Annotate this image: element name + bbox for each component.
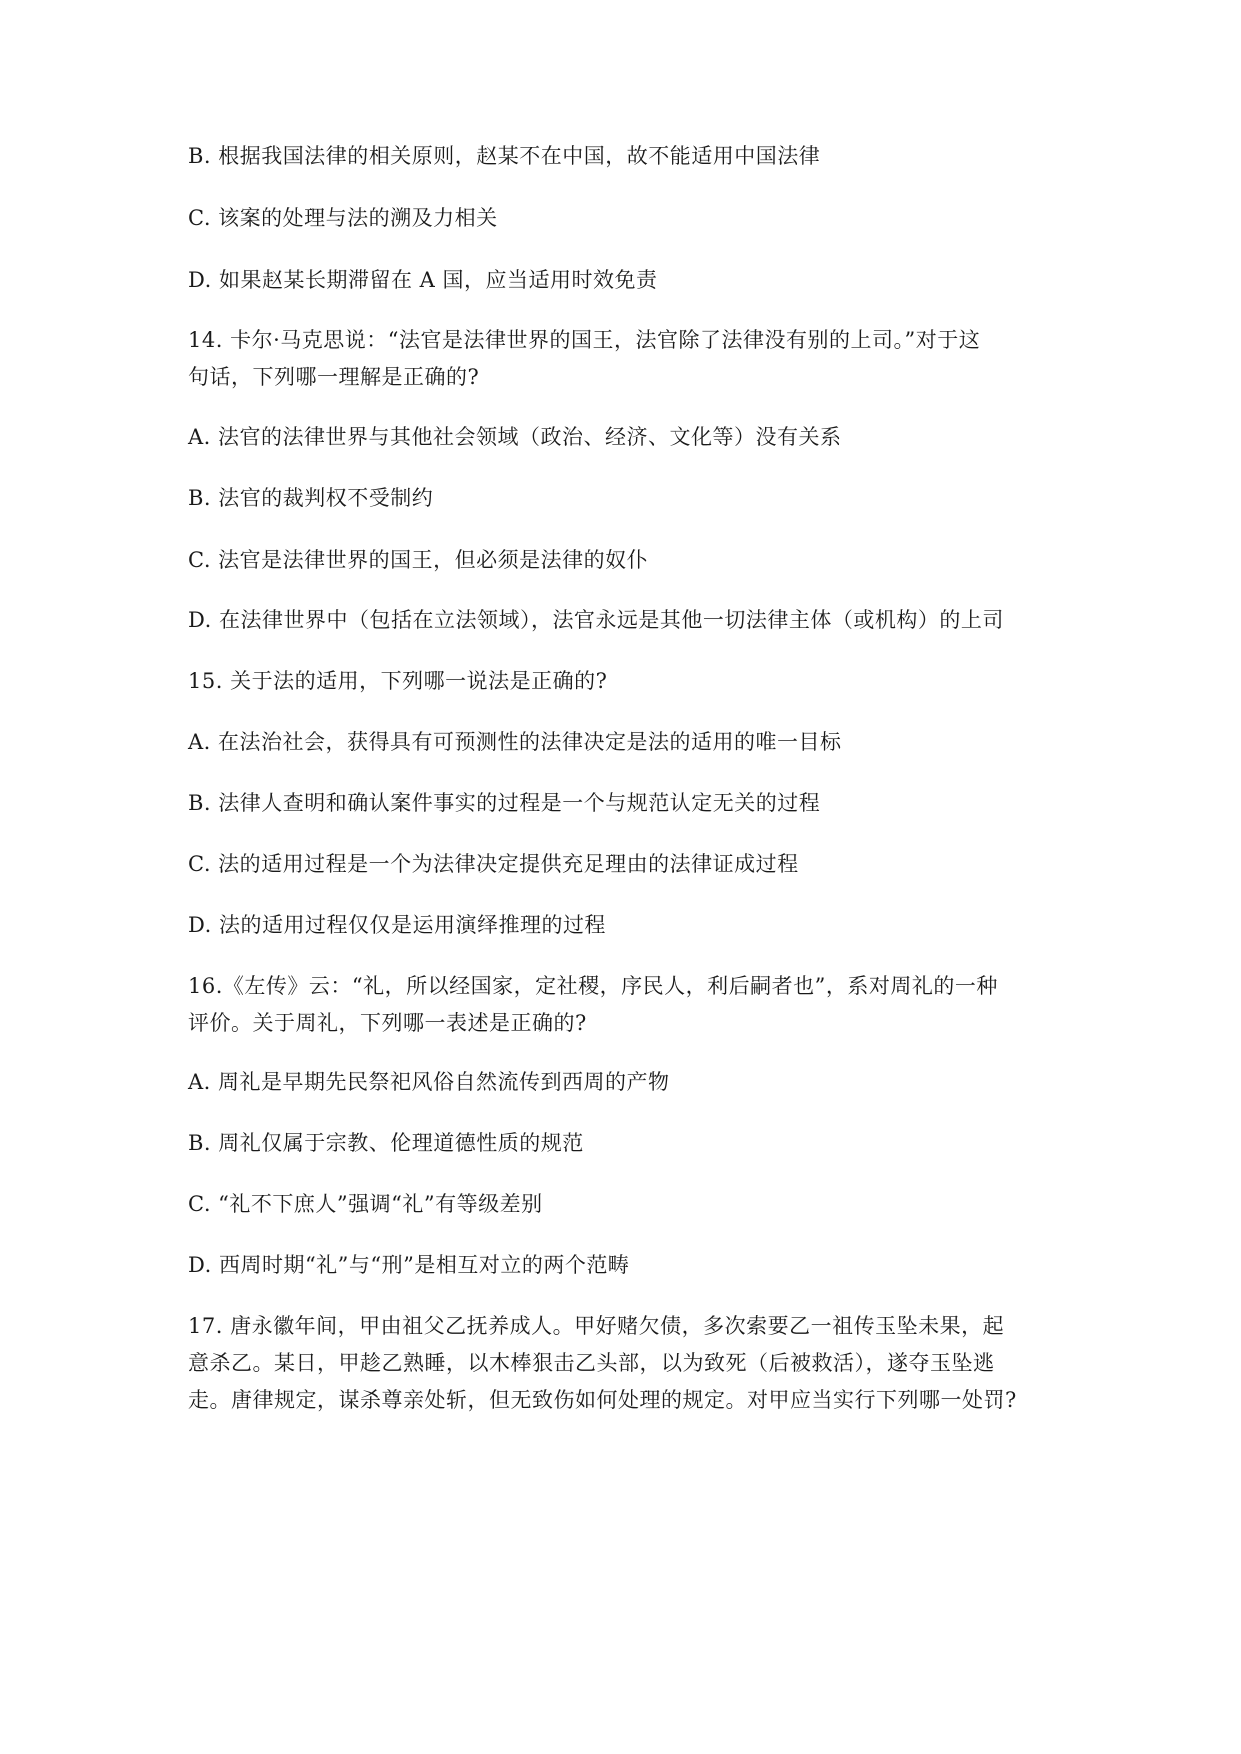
text-line: C. 法的适用过程是一个为法律决定提供充足理由的法律证成过程: [188, 852, 799, 876]
text-line: A. 周礼是早期先民祭祀风俗自然流传到西周的产物: [188, 1070, 670, 1094]
question-17-line-1: 17. 唐永徽年间，甲由祖父乙抚养成人。甲好赌欠债，多次索要乙一祖传玉坠未果，起: [188, 1314, 1005, 1338]
question-14-line-2: 句话，下列哪一理解是正确的?: [188, 365, 480, 389]
text-line: B. 法律人查明和确认案件事实的过程是一个与规范认定无关的过程: [188, 791, 821, 815]
text-line: A. 法官的法律世界与其他社会领域（政治、经济、文化等）没有关系: [188, 425, 842, 449]
text-line: D. 法的适用过程仅仅是运用演绎推理的过程: [188, 913, 606, 937]
text-line: B. 根据我国法律的相关原则，赵某不在中国，故不能适用中国法律: [188, 144, 821, 168]
text-line: D. 如果赵某长期滞留在 A 国，应当适用时效免责: [188, 268, 658, 292]
text-line: B. 周礼仅属于宗教、伦理道德性质的规范: [188, 1131, 584, 1155]
question-16-line-2: 评价。关于周礼，下列哪一表述是正确的?: [188, 1011, 587, 1035]
question-16-line-1: 16.《左传》云：“礼，所以经国家，定社稷，序民人，利后嗣者也”，系对周礼的一种: [188, 974, 998, 998]
text-line: B. 法官的裁判权不受制约: [188, 486, 434, 510]
text-line: D. 西周时期“礼”与“刑”是相互对立的两个范畴: [188, 1253, 630, 1277]
text-line: D. 在法律世界中（包括在立法领域），法官永远是其他一切法律主体（或机构）的上司: [188, 608, 1004, 632]
text-line: C. “礼不下庶人”强调“礼”有等级差别: [188, 1192, 543, 1216]
question-17-line-2: 意杀乙。某日，甲趁乙熟睡，以木棒狠击乙头部，以为致死（后被救活），遂夺玉坠逃: [188, 1351, 995, 1375]
question-15-line-1: 15. 关于法的适用，下列哪一说法是正确的?: [188, 669, 608, 693]
text-line: C. 该案的处理与法的溯及力相关: [188, 206, 498, 230]
text-line: C. 法官是法律世界的国王，但必须是法律的奴仆: [188, 548, 649, 572]
question-14-line-1: 14. 卡尔·马克思说：“法官是法律世界的国王，法官除了法律没有别的上司。”对于这: [188, 328, 981, 352]
text-line: A. 在法治社会，获得具有可预测性的法律决定是法的适用的唯一目标: [188, 730, 842, 754]
question-17-line-3: 走。唐律规定，谋杀尊亲处斩，但无致伤如何处理的规定。对甲应当实行下列哪一处罚?: [188, 1388, 1017, 1412]
